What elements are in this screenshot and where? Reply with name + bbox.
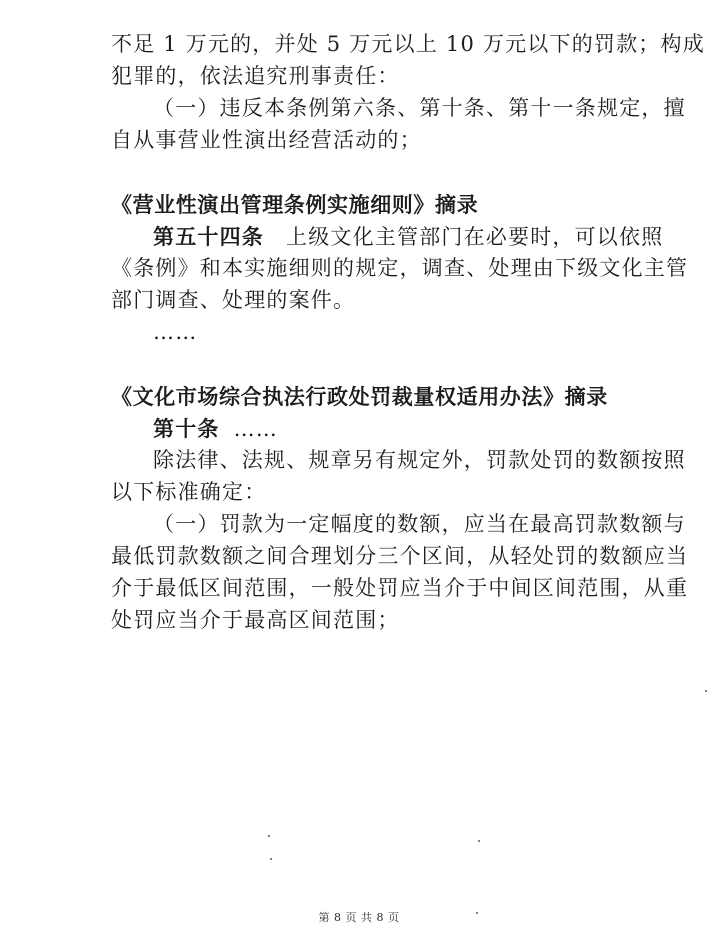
article-label: 第十条 (153, 416, 220, 441)
body-line: 不足 1 万元的，并处 5 万元以上 10 万元以下的罚款；构成 (111, 32, 705, 56)
scan-speck (268, 835, 270, 837)
body-line: 自从事营业性演出经营活动的； (111, 128, 422, 152)
scan-speck (270, 858, 272, 860)
body-line: 部门调查、处理的案件。 (111, 288, 356, 312)
article-line (153, 226, 663, 248)
body-line: （一）违反本条例第六条、第十条、第十一条规定，擅 (153, 96, 686, 120)
scan-speck (478, 840, 480, 842)
body-line: （一）罚款为一定幅度的数额，应当在最高罚款数额与 (153, 512, 686, 536)
body-line: 最低罚款数额之间合理划分三个区间，从轻处罚的数额应当 (111, 544, 689, 568)
scan-speck (705, 690, 707, 692)
article-line (153, 418, 278, 440)
ellipsis: …… (153, 320, 198, 344)
body-line: 《条例》和本实施细则的规定，调查、处理由下级文化主管 (111, 256, 689, 280)
body-line: 犯罪的，依法追究刑事责任： (111, 64, 400, 88)
body-line: 介于最低区间范围，一般处罚应当介于中间区间范围，从重 (111, 576, 689, 600)
page-number-footer: 第 8 页 共 8 页 (318, 911, 400, 924)
section-heading: 《文化市场综合执法行政处罚裁量权适用办法》摘录 (111, 384, 608, 409)
section-heading: 《营业性演出管理条例实施细则》摘录 (111, 192, 479, 217)
ellipsis: …… (233, 417, 279, 441)
body-line: 处罚应当介于最高区间范围； (111, 608, 400, 632)
article-label: 第五十四条 (153, 224, 264, 249)
article-text: 上级文化主管部门在必要时，可以依照 (286, 225, 664, 249)
body-line: 除法律、法规、规章另有规定外，罚款处罚的数额按照 (153, 448, 686, 472)
body-line: 以下标准确定： (111, 480, 267, 504)
